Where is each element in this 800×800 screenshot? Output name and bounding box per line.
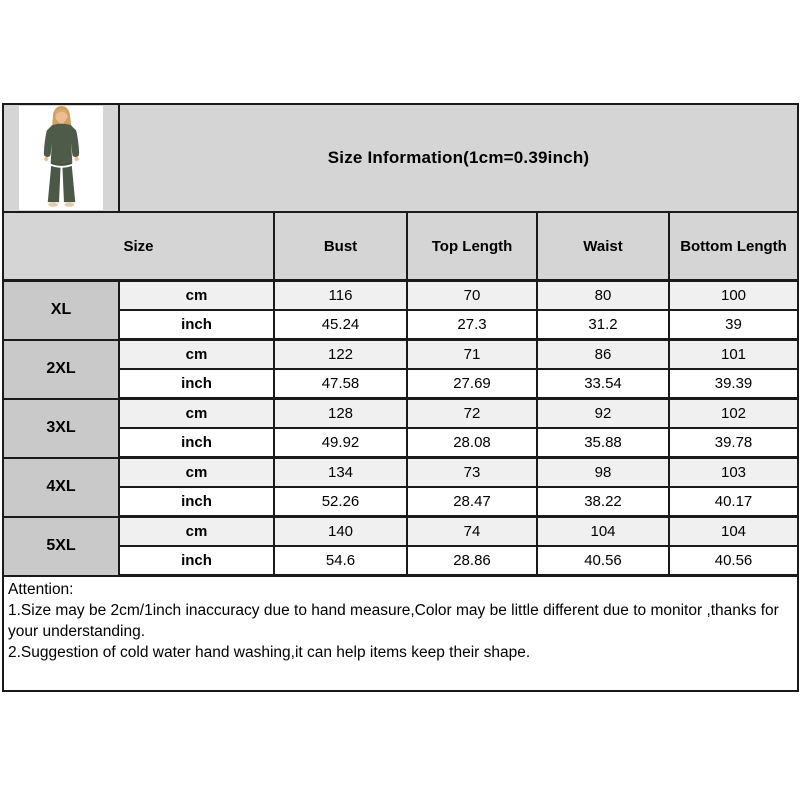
value-5xl-bottomlength-cm: 104 [669,517,798,547]
value-5xl-bust-cm: 140 [274,517,407,547]
attention-line-1: 1.Size may be 2cm/1inch inaccuracy due to hand measure,Color may be little different due to monitor ,thanks for your understanding. [8,602,779,640]
value-2xl-toplength-inch: 27.69 [407,369,537,399]
value-2xl-bust-cm: 122 [274,340,407,370]
attention-heading: Attention: [8,581,74,598]
size-info-title: Size Information(1cm=0.39inch) [119,104,798,212]
table-row-4xl-cm [3,458,798,488]
value-4xl-toplength-cm: 73 [407,458,537,488]
value-2xl-bottomlength-cm: 101 [669,340,798,370]
value-3xl-bust-inch: 49.92 [274,428,407,458]
value-3xl-bottomlength-inch: 39.78 [669,428,798,458]
value-4xl-waist-inch: 38.22 [537,487,669,517]
value-4xl-waist-cm: 98 [537,458,669,488]
value-xl-bottomlength-cm: 100 [669,281,798,311]
column-header-size: Size [3,212,274,281]
unit-label-cm: cm [119,517,274,547]
value-5xl-waist-cm: 104 [537,517,669,547]
loungewear-model-illustration [19,106,103,210]
value-xl-toplength-cm: 70 [407,281,537,311]
size-label-xl: XL [3,281,119,340]
value-5xl-bust-inch: 54.6 [274,546,407,576]
attention-line-2: 2.Suggestion of cold water hand washing,it can help items keep their shape. [8,644,531,661]
value-2xl-waist-inch: 33.54 [537,369,669,399]
unit-label-inch: inch [119,369,274,399]
value-xl-bust-cm: 116 [274,281,407,311]
unit-label-inch: inch [119,310,274,340]
value-5xl-toplength-inch: 28.86 [407,546,537,576]
product-photo-cell [3,104,119,212]
value-3xl-toplength-inch: 28.08 [407,428,537,458]
value-xl-bottomlength-inch: 39 [669,310,798,340]
value-xl-waist-inch: 31.2 [537,310,669,340]
value-xl-waist-cm: 80 [537,281,669,311]
unit-label-inch: inch [119,546,274,576]
unit-label-cm: cm [119,281,274,311]
table-row-2xl-cm [3,340,798,370]
value-3xl-waist-cm: 92 [537,399,669,429]
table-row-3xl-cm [3,399,798,429]
value-4xl-bottomlength-cm: 103 [669,458,798,488]
value-2xl-toplength-cm: 71 [407,340,537,370]
value-5xl-waist-inch: 40.56 [537,546,669,576]
size-label-5xl: 5XL [3,517,119,576]
value-2xl-bust-inch: 47.58 [274,369,407,399]
table-row-xl-cm [3,281,798,311]
column-header-waist: Waist [537,212,669,281]
size-table [2,103,799,692]
unit-label-cm: cm [119,340,274,370]
unit-label-cm: cm [119,399,274,429]
table-row-xl-inch [3,310,798,340]
value-3xl-waist-inch: 35.88 [537,428,669,458]
value-4xl-bottomlength-inch: 40.17 [669,487,798,517]
column-header-bottom-length: Bottom Length [669,212,798,281]
table-row-4xl-inch [3,487,798,517]
value-xl-bust-inch: 45.24 [274,310,407,340]
column-header-bust: Bust [274,212,407,281]
value-xl-toplength-inch: 27.3 [407,310,537,340]
value-3xl-bottomlength-cm: 102 [669,399,798,429]
size-label-4xl: 4XL [3,458,119,517]
unit-label-inch: inch [119,487,274,517]
value-4xl-bust-cm: 134 [274,458,407,488]
value-3xl-toplength-cm: 72 [407,399,537,429]
table-row-2xl-inch [3,369,798,399]
value-4xl-toplength-inch: 28.47 [407,487,537,517]
table-header-row [3,212,798,281]
table-row-5xl-cm [3,517,798,547]
attention-note [3,576,798,692]
product-photo [19,106,103,210]
attention-row [3,576,798,692]
unit-label-inch: inch [119,428,274,458]
unit-label-cm: cm [119,458,274,488]
table-row-3xl-inch [3,428,798,458]
value-5xl-toplength-cm: 74 [407,517,537,547]
value-3xl-bust-cm: 128 [274,399,407,429]
value-2xl-waist-cm: 86 [537,340,669,370]
column-header-top-length: Top Length [407,212,537,281]
table-row-5xl-inch [3,546,798,576]
size-label-3xl: 3XL [3,399,119,458]
value-2xl-bottomlength-inch: 39.39 [669,369,798,399]
size-label-2xl: 2XL [3,340,119,399]
banner-row [3,104,798,212]
value-4xl-bust-inch: 52.26 [274,487,407,517]
value-5xl-bottomlength-inch: 40.56 [669,546,798,576]
